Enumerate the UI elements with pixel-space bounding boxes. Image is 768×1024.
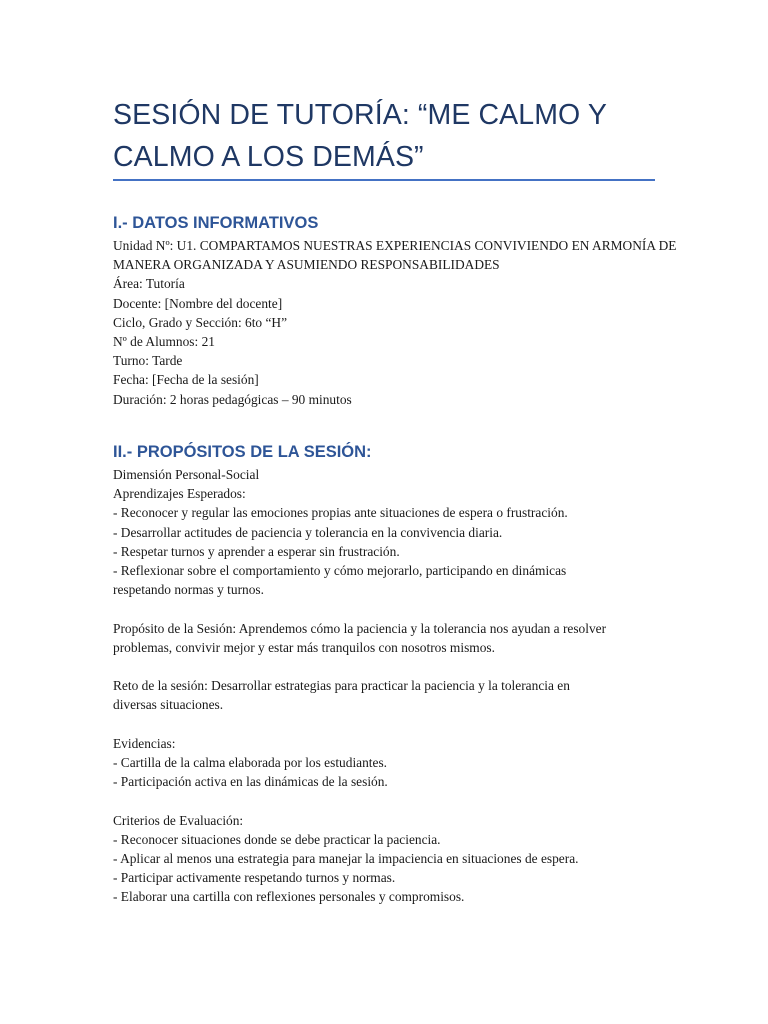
aprendizaje-item: - Reconocer y regular las emociones propias ante situaciones de espera o frustración. (113, 505, 568, 521)
criterio-item: - Reconocer situaciones donde se debe practicar la paciencia. (113, 831, 441, 847)
criterio-item: - Participar activamente respetando turnos y normas. (113, 870, 396, 886)
criterio-item: - Elaborar una cartilla con reflexiones personales y compromisos. (113, 889, 465, 905)
paragraph-gap (113, 791, 673, 810)
evidencia-item: - Participación activa en las dinámicas de la sesión. (113, 774, 388, 790)
paragraph-gap (113, 657, 673, 676)
dimension-line: Dimensión Personal-Social (113, 467, 260, 482)
criterio-item: - Aplicar al menos una estrategia para manejar la impaciencia en situaciones de espera. (113, 851, 579, 866)
section-datos-informativos (113, 236, 677, 409)
proposito-line-2: problemas, convivir mejor y estar más tranquilos con nosotros mismos. (113, 639, 495, 655)
aprendizajes-label: Aprendizajes Esperados: (113, 486, 246, 502)
paragraph-gap (113, 599, 673, 618)
docente-line: Docente: [Nombre del docente] (113, 295, 283, 311)
turno-line: Turno: Tarde (113, 353, 183, 369)
duracion-line: Duración: 2 horas pedagógicas – 90 minutos (113, 391, 352, 407)
fecha-line: Fecha: [Fecha de la sesión] (113, 372, 259, 388)
paragraph-gap (113, 715, 673, 734)
area-line: Área: Tutoría (113, 276, 185, 292)
aprendizaje-item-continuation: respetando normas y turnos. (113, 582, 264, 598)
section-heading-propositos: II.- PROPÓSITOS DE LA SESIÓN: (113, 443, 372, 461)
criterios-label: Criterios de Evaluación: (113, 812, 244, 828)
unidad-line-2: MANERA ORGANIZADA Y ASUMIENDO RESPONSABILIDADES (113, 257, 500, 273)
proposito-line-1: Propósito de la Sesión: Aprendemos cómo la paciencia y la tolerancia nos ayudan a resolver (113, 620, 607, 636)
reto-line-2: diversas situaciones. (113, 697, 224, 713)
aprendizaje-item: - Reflexionar sobre el comportamiento y cómo mejorarlo, participando en dinámicas (113, 563, 567, 579)
reto-line-1: Reto de la sesión: Desarrollar estrategias para practicar la paciencia y la tolerancia en (113, 678, 570, 694)
title-line-2: CALMO A LOS DEMÁS” (113, 141, 424, 173)
aprendizaje-item: - Respetar turnos y aprender a esperar sin frustración. (113, 543, 400, 559)
document-title (113, 94, 656, 178)
alumnos-line: Nº de Alumnos: 21 (113, 334, 215, 350)
section-propositos (113, 465, 673, 907)
title-line-1: SESIÓN DE TUTORÍA: “ME CALMO Y (113, 99, 607, 131)
aprendizaje-item: - Desarrollar actitudes de paciencia y tolerancia en la convivencia diaria. (113, 524, 503, 540)
ciclo-line: Ciclo, Grado y Sección: 6to “H” (113, 314, 288, 330)
evidencia-item: - Cartilla de la calma elaborada por los estudiantes. (113, 755, 388, 770)
section-heading-datos-informativos: I.- DATOS INFORMATIVOS (113, 214, 319, 232)
unidad-line-1: Unidad Nº: U1. COMPARTAMOS NUESTRAS EXPERIENCIAS CONVIVIENDO EN ARMONÍA DE (113, 238, 677, 253)
title-underline (113, 179, 655, 181)
evidencias-label: Evidencias: (113, 735, 176, 751)
